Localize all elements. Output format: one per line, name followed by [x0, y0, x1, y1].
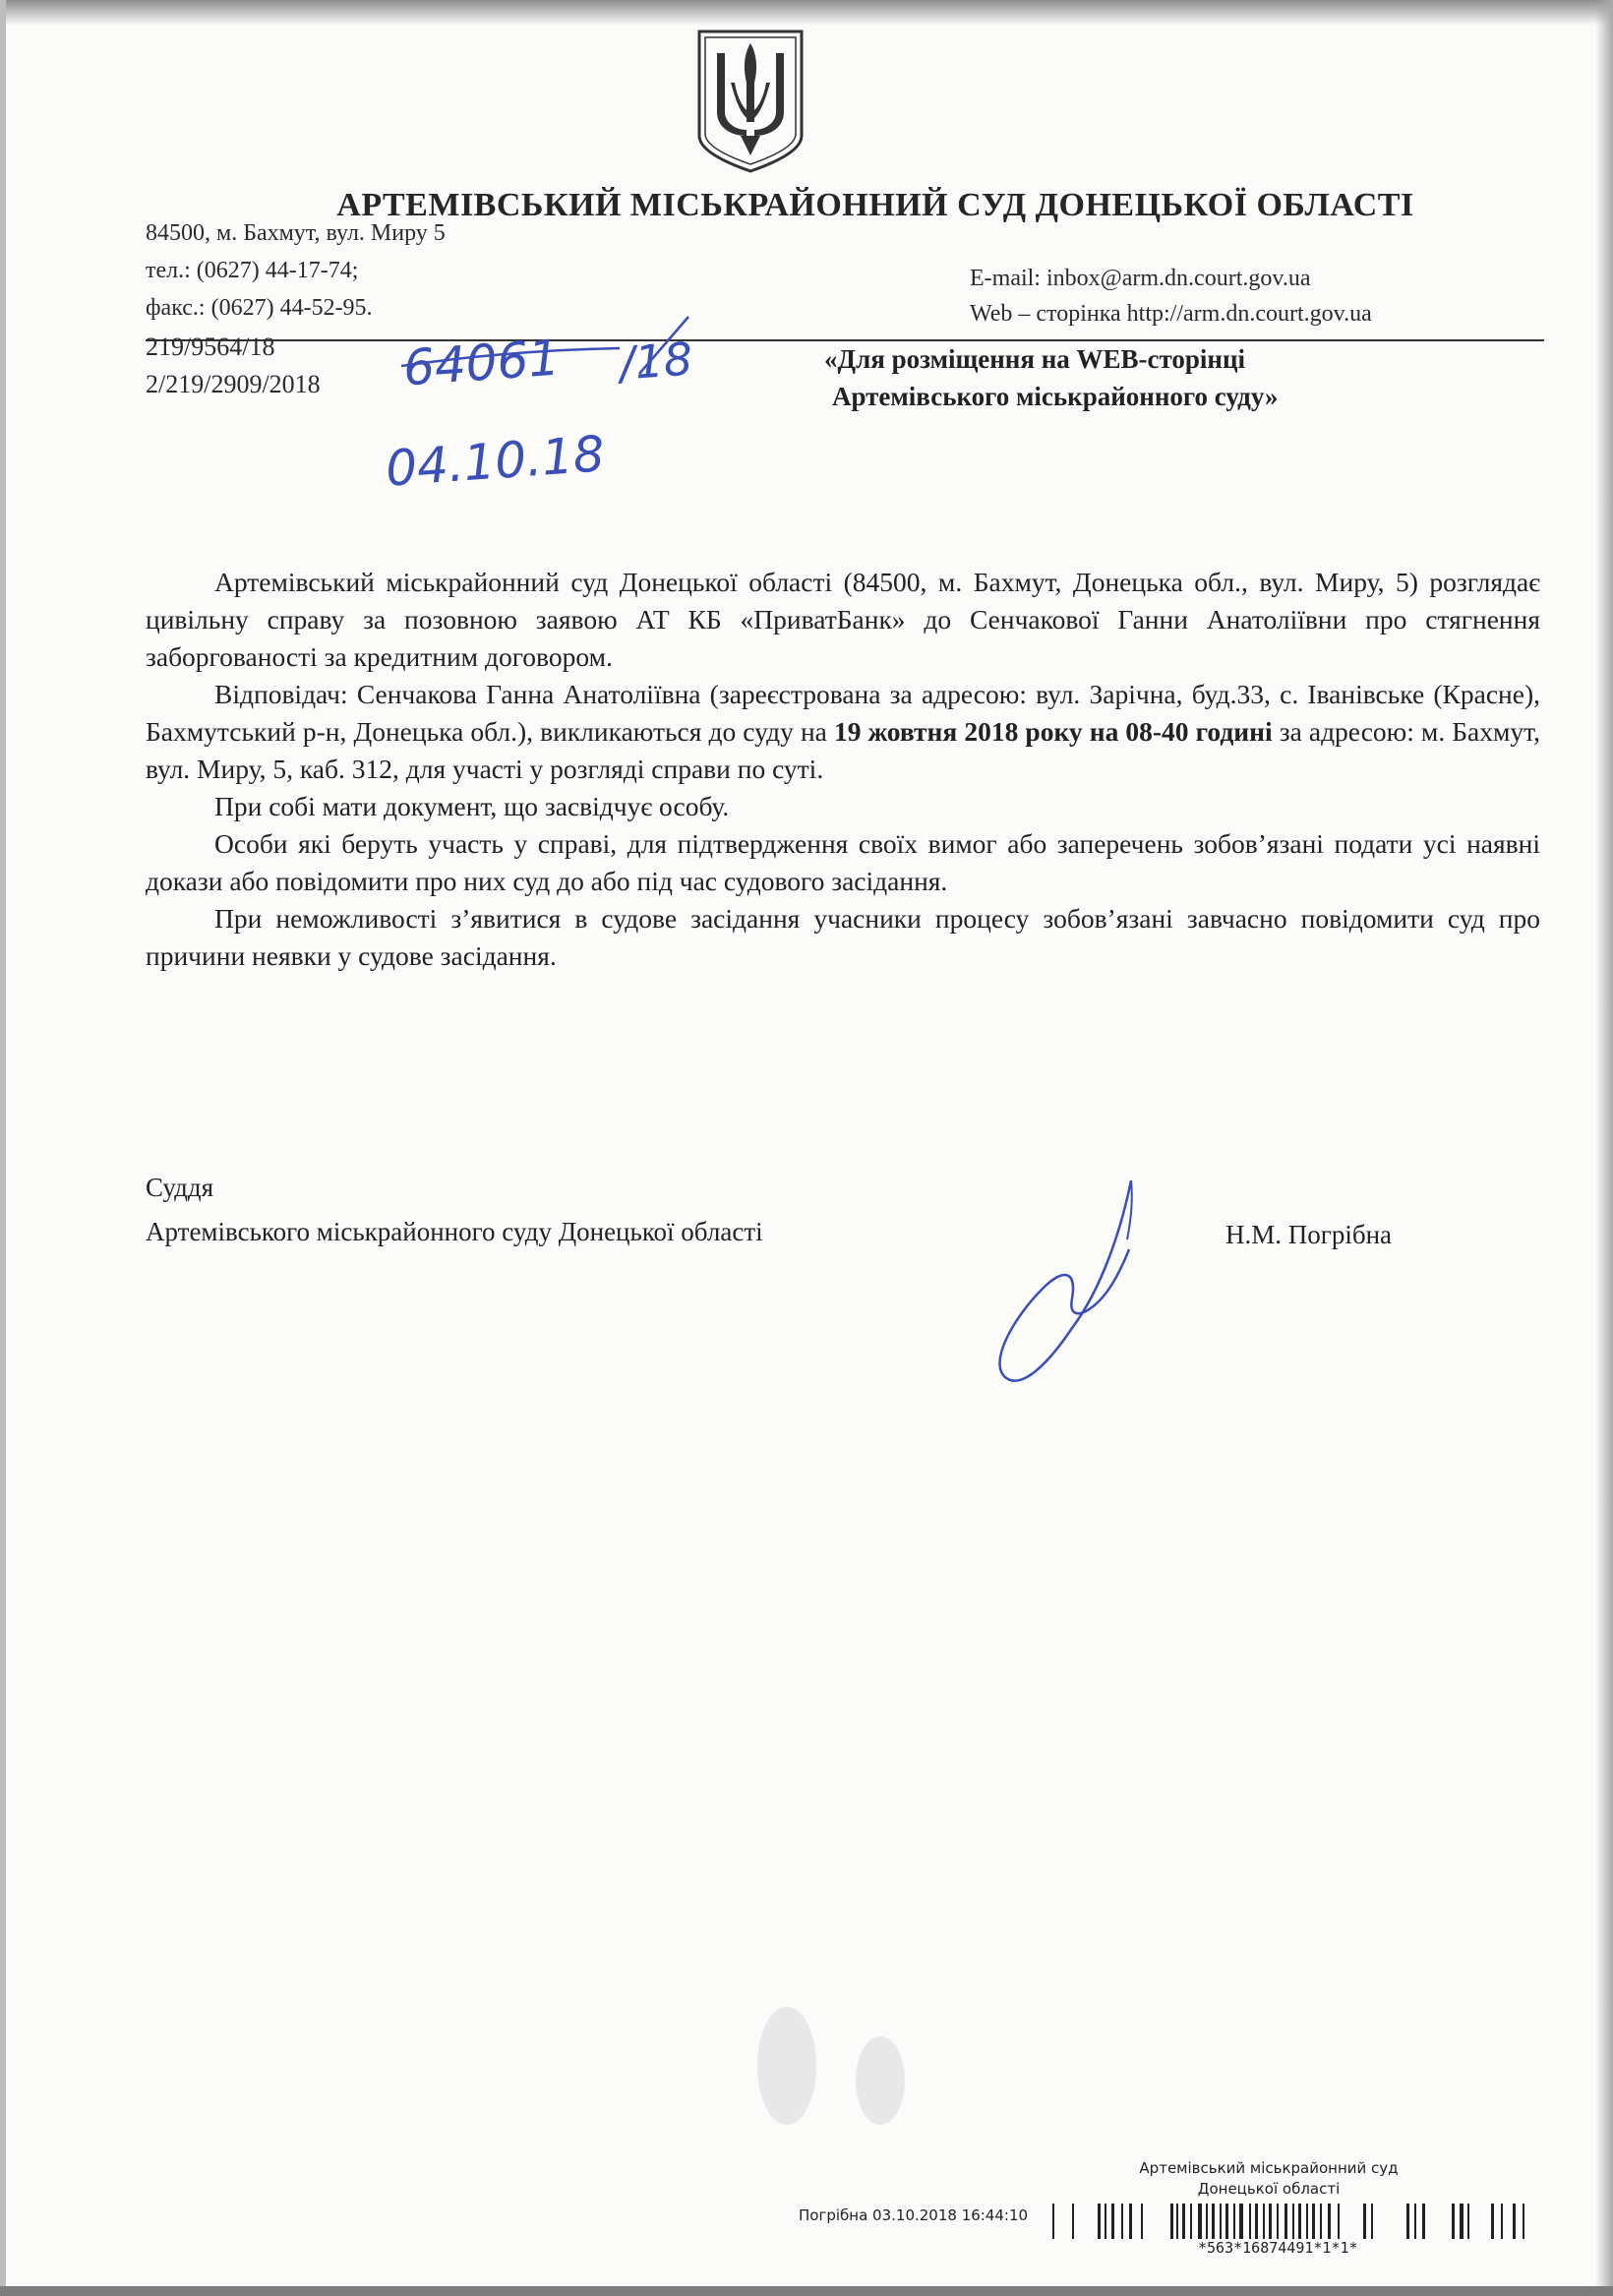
- handwritten-date: 04.10.18: [384, 425, 607, 498]
- judge-title: Суддя: [146, 1173, 214, 1202]
- case-number: 219/9564/18: [146, 332, 275, 361]
- web-publication-note-line2: Артемівського міськрайонного суду»: [832, 382, 1279, 411]
- court-address: 84500, м. Бахмут, вул. Миру 5: [146, 220, 446, 246]
- footer-timestamp: Погрібна 03.10.2018 16:44:10: [799, 2206, 1029, 2224]
- handwritten-reg-suffix: /18: [618, 332, 694, 391]
- footer-court-line1: Артемівський міськрайонний суд: [1139, 2159, 1399, 2177]
- scan-edge-bottom: [0, 2286, 1613, 2296]
- scan-edge-right: [1595, 0, 1613, 2296]
- footer-court-line2: Донецької області: [1197, 2180, 1341, 2198]
- scan-edge-top: [0, 0, 1613, 26]
- scan-smudge: [757, 2007, 816, 2125]
- signature-icon: [984, 1171, 1180, 1397]
- summons-body: [146, 564, 1540, 975]
- proceeding-number: 2/219/2909/2018: [146, 370, 321, 398]
- court-phone: тел.: (0627) 44-17-74;: [146, 258, 359, 283]
- handwritten-reg-number: 64061: [401, 329, 562, 397]
- court-fax: факс.: (0627) 44-52-95.: [146, 295, 373, 321]
- paragraph-id-document: При собі мати документ, що засвідчує особу.: [214, 791, 730, 821]
- barcode-number: *563*16874491*1*1*: [1198, 2239, 1358, 2257]
- web-publication-note-line1: «Для розміщення на WEB-сторінці: [824, 344, 1246, 374]
- barcode-icon: [1052, 2202, 1534, 2241]
- handwritten-underline-icon: [393, 315, 718, 384]
- paragraph-defendant-summons: [146, 676, 1540, 788]
- judge-name: Н.М. Погрібна: [1225, 1220, 1393, 1249]
- paragraph-evidence: Особи які беруть участь у справі, для підтвердження своїх вимог або заперечень зобов’язані подати усі наявні докази або повідомити про них суд до або під час судового засідання.: [146, 828, 1540, 896]
- court-title: АРТЕМІВСЬКИЙ МІСЬКРАЙОННИЙ СУД ДОНЕЦЬКОЇ ОБЛАСТІ: [336, 187, 1414, 223]
- hearing-datetime: 19 жовтня 2018 року на 08-40 годині: [833, 716, 1273, 747]
- paragraph-case-description: Артемівський міськрайонний суд Донецької області (84500, м. Бахмут, Донецька обл., вул. Миру, 5) розглядає цивільну справу за позовною заявою АТ КБ «ПриватБанк» до Сенчакової Ганни Анатоліївни про стягнення заборгованості за кредитним договором.: [146, 567, 1540, 672]
- defendant-details: Відповідач: Сенчакова Ганна Анатоліївна (зареєстрована за адресою: вул. Зарічна, буд.33, с. Іванівське (Красне), Бахмутський р-н, Донецька обл.), викликаються до суду на: [146, 679, 1540, 747]
- court-website: Web – сторінка http://arm.dn.court.gov.ua: [970, 301, 1372, 327]
- hearing-location: за адресою: м. Бахмут, вул. Миру, 5, каб. 312, для участі у розгляді справи по суті.: [146, 716, 1540, 784]
- coat-of-arms-icon: [695, 28, 806, 175]
- scan-edge-left: [0, 0, 6, 2296]
- judge-court: Артемівського міськрайонного суду Донецької області: [146, 1217, 763, 1246]
- court-email: E-mail: inbox@arm.dn.court.gov.ua: [970, 266, 1311, 291]
- paragraph-absence-notice: При неможливості з’явитися в судове засідання учасники процесу зобов’язані завчасно повідомити суд про причини неявки у судове засідання.: [146, 903, 1540, 971]
- scan-smudge: [856, 2036, 905, 2125]
